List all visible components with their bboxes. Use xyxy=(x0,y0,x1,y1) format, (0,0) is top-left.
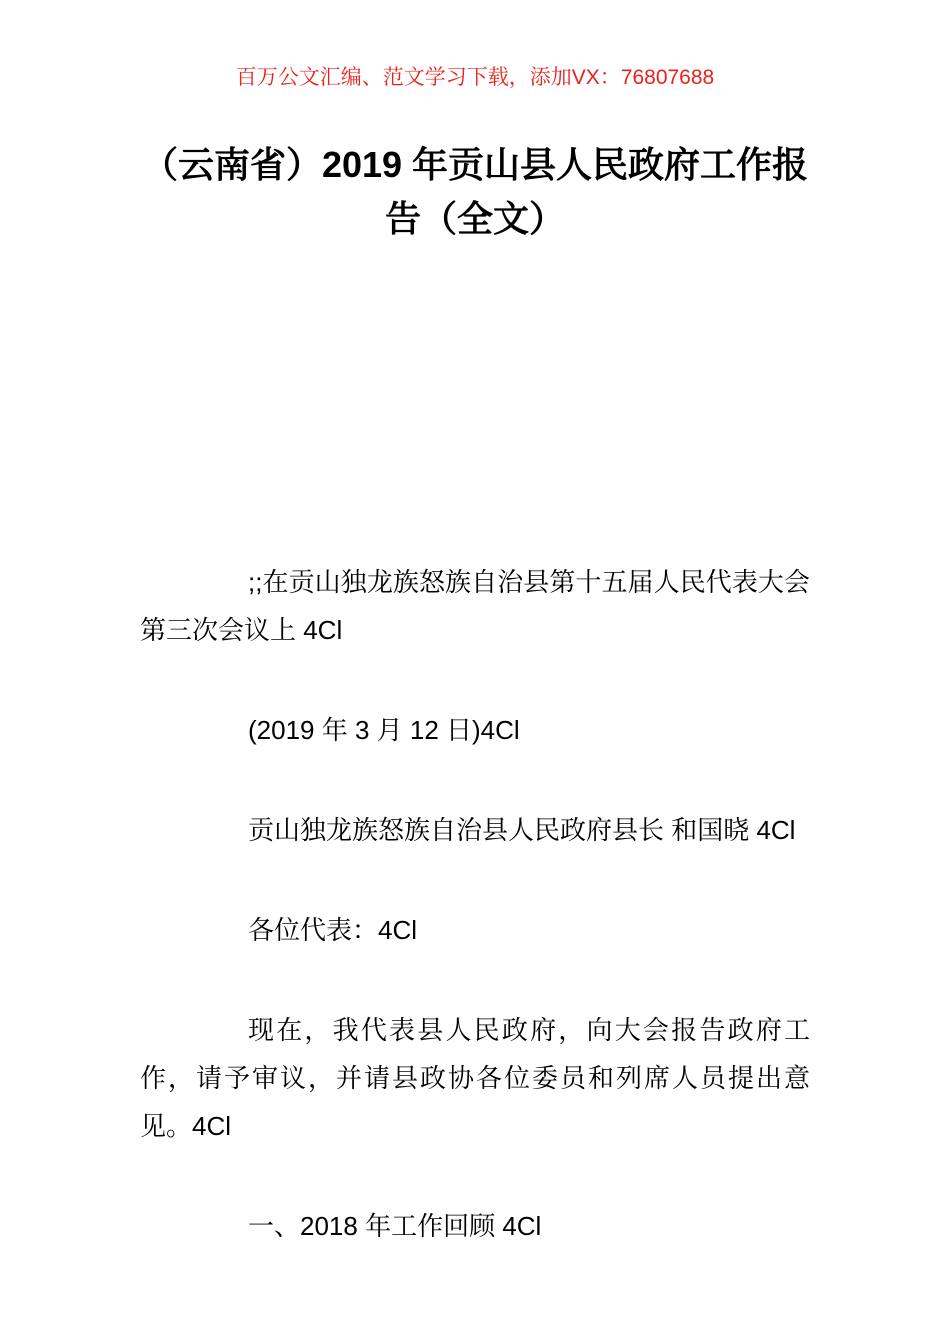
promo-notice: 百万公文汇编、范文学习下载，添加VX：76807688 xyxy=(235,66,715,89)
paragraph-salutation: 各位代表：4Cl xyxy=(248,915,418,945)
document-body xyxy=(140,558,810,1250)
paragraph-date: (2019 年 3 月 12 日)4Cl xyxy=(248,715,520,745)
paragraph-session: ;;在贡山独龙族怒族自治县第十五届人民代表大会第三次会议上 4Cl xyxy=(140,567,810,645)
title-line-2: 告（全文） xyxy=(384,198,565,239)
title-line-1: （云南省）2019 年贡山县人民政府工作报 xyxy=(141,144,809,185)
paragraph-speaker: 贡山独龙族怒族自治县人民政府县长 和国晓 4Cl xyxy=(248,815,796,845)
document-title xyxy=(140,138,810,246)
paragraph-intro: 现在，我代表县人民政府，向大会报告政府工作，请予审议，并请县政协各位委员和列席人员提出意见。4Cl xyxy=(140,1015,810,1141)
paragraph-section-heading: 一、2018 年工作回顾 4Cl xyxy=(248,1211,542,1241)
